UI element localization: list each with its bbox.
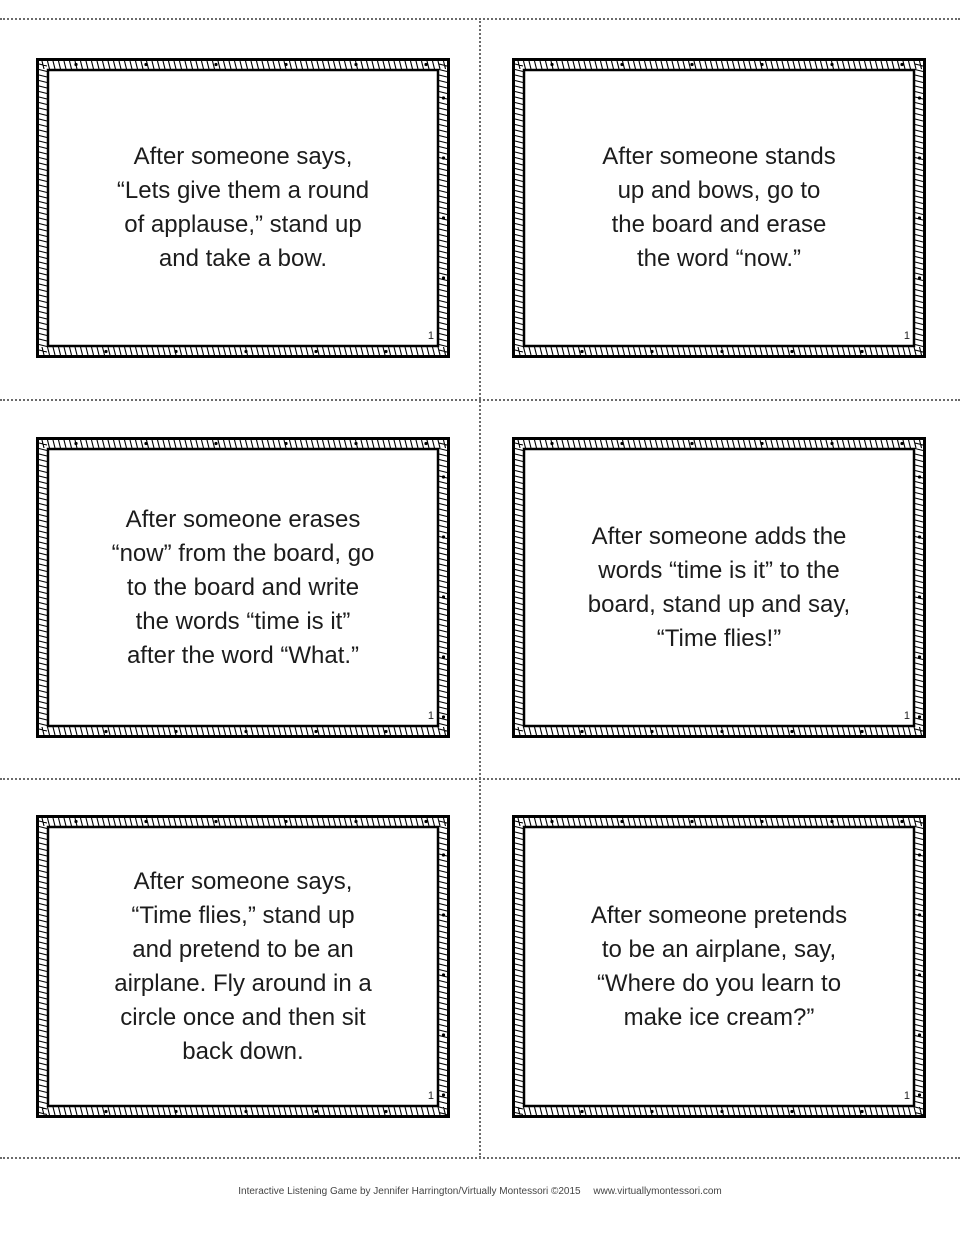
card-number: 1	[427, 330, 434, 342]
footer-credit: Interactive Listening Game by Jennifer Harrington/Virtually Montessori ©2015	[238, 1186, 581, 1197]
task-card-6	[512, 815, 926, 1118]
card-text: After someone stands up and bows, go to the board and erase the word “now.”	[602, 143, 836, 272]
card-text: After someone pretends to be an airplane, say, “Where do you learn to make ice cream?”	[590, 901, 848, 1031]
cut-line-center	[479, 18, 481, 1158]
card-number: 1	[903, 1090, 910, 1102]
footer-website: www.virtuallymontessori.com	[593, 1186, 722, 1197]
page-footer	[0, 1186, 960, 1197]
card-text: After someone adds the words “time is it” to the board, stand up and say, “Time flies!”	[587, 522, 851, 652]
card-number: 1	[903, 330, 910, 342]
card-text: After someone says, “Lets give them a round of applause,” stand up and take a bow.	[116, 143, 370, 272]
card-number: 1	[427, 1090, 434, 1102]
card-number: 1	[427, 710, 434, 722]
card-text: After someone says, “Time flies,” stand up and pretend to be an airplane. Fly around in a circle once and then sit back down.	[114, 867, 372, 1065]
task-card-3	[36, 437, 450, 738]
card-number: 1	[903, 710, 910, 722]
card-text: After someone erases “now” from the board, go to the board and write the words “time is it” after the word “What.”	[111, 505, 375, 669]
task-card-1	[36, 58, 450, 358]
task-card-5	[36, 815, 450, 1118]
task-card-2	[512, 58, 926, 358]
task-card-4	[512, 437, 926, 738]
